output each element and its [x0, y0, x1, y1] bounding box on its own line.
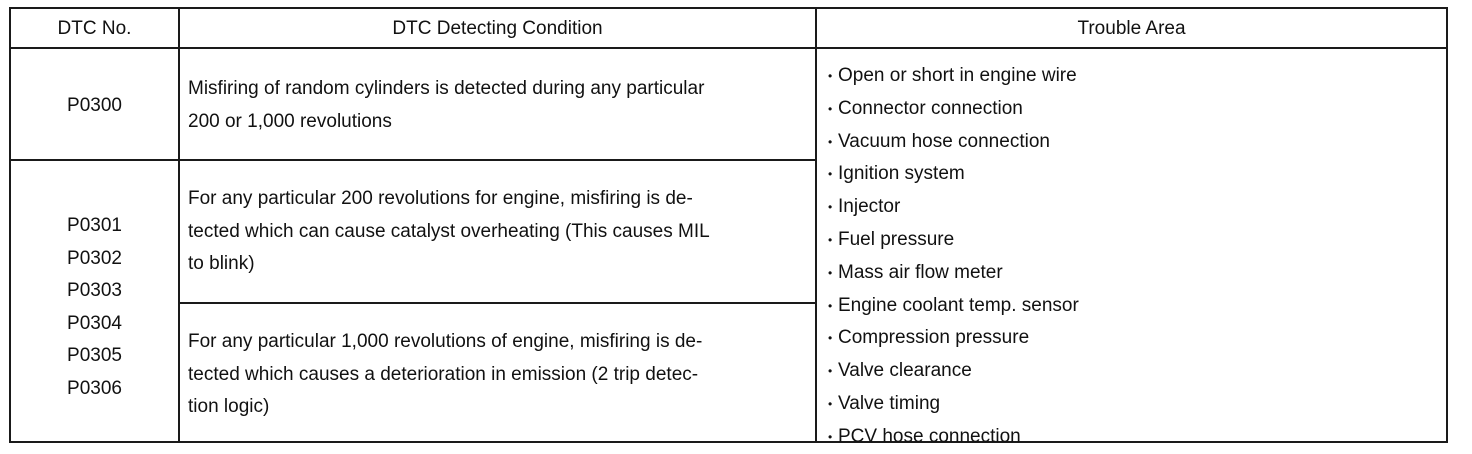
- trouble-area-item: [828, 322, 1438, 355]
- trouble-area-item: [828, 388, 1438, 421]
- trouble-area-item: [828, 224, 1438, 257]
- dtc-code: P0305: [67, 345, 122, 366]
- bullet-icon: •: [828, 101, 833, 116]
- dtc-code: P0302: [67, 247, 122, 269]
- header-dtc-no: DTC No.: [57, 18, 132, 39]
- bullet-icon: •: [828, 134, 833, 149]
- trouble-area-text: Valve timing: [838, 392, 941, 414]
- trouble-area-text: Compression pressure: [838, 327, 1030, 349]
- condition-line: to blink): [188, 253, 255, 274]
- trouble-area-text: Ignition system: [838, 163, 965, 185]
- col-divider-2: [815, 9, 817, 441]
- condition-line: 200 or 1,000 revolutions: [188, 110, 392, 132]
- trouble-area-text: Connector connection: [838, 97, 1023, 119]
- bullet-icon: •: [828, 167, 833, 182]
- trouble-area-item: [828, 355, 1438, 388]
- header-detecting-condition: DTC Detecting Condition: [392, 18, 603, 39]
- condition-emission-deterioration: [188, 326, 813, 424]
- trouble-area-text: Valve clearance: [838, 360, 972, 382]
- trouble-area-item: [828, 60, 1438, 93]
- trouble-area-item: [828, 126, 1438, 159]
- trouble-area-item: [828, 290, 1438, 323]
- trouble-area-text: Mass air flow meter: [838, 261, 1003, 283]
- row-divider-1: [11, 159, 815, 161]
- dtc-code: P0304: [67, 312, 122, 334]
- bullet-icon: •: [828, 200, 833, 215]
- trouble-area-item: [828, 93, 1438, 126]
- dtc-code: P0301: [67, 215, 122, 236]
- bullet-icon: •: [828, 429, 833, 444]
- header-trouble-area: Trouble Area: [1077, 18, 1186, 39]
- trouble-area-text: PCV hose connection: [838, 425, 1021, 447]
- trouble-area-text: Open or short in engine wire: [838, 65, 1077, 86]
- bullet-icon: •: [828, 331, 833, 346]
- condition-catalyst-overheat: [188, 183, 813, 281]
- condition-line: Misfiring of random cylinders is detected during any particular: [188, 78, 705, 99]
- dtc-list-p0301-p0306: [11, 210, 178, 405]
- trouble-area-item: [828, 191, 1438, 224]
- condition-line: For any particular 1,000 revolutions of engine, misfiring is de-: [188, 331, 703, 352]
- trouble-area-text: Engine coolant temp. sensor: [838, 294, 1079, 316]
- bullet-icon: •: [828, 396, 833, 411]
- trouble-area-item: [828, 421, 1438, 454]
- condition-line: tion logic): [188, 396, 270, 417]
- condition-line: tected which causes a deterioration in emission (2 trip detec-: [188, 363, 699, 385]
- trouble-area-text: Vacuum hose connection: [838, 130, 1050, 152]
- trouble-area-list: [828, 60, 1438, 454]
- dtc-code: P0306: [67, 377, 122, 399]
- bullet-icon: •: [828, 69, 833, 83]
- trouble-area-item: [828, 158, 1438, 191]
- trouble-area-text: Fuel pressure: [838, 228, 955, 250]
- col-divider-1: [178, 9, 180, 441]
- bullet-icon: •: [828, 232, 833, 247]
- row-divider-2: [178, 302, 815, 304]
- trouble-area-text: Injector: [838, 196, 901, 218]
- bullet-icon: •: [828, 298, 833, 313]
- trouble-area-item: [828, 257, 1438, 290]
- condition-random-misfire: [188, 73, 813, 138]
- condition-line: For any particular 200 revolutions for engine, misfiring is de-: [188, 188, 693, 209]
- dtc-code: P0303: [67, 280, 122, 301]
- condition-line: tected which can cause catalyst overheating (This causes MIL: [188, 220, 710, 242]
- dtc-p0300: P0300: [67, 95, 122, 116]
- bullet-icon: •: [828, 364, 833, 379]
- dtc-table: [9, 7, 1448, 447]
- bullet-icon: •: [828, 265, 833, 280]
